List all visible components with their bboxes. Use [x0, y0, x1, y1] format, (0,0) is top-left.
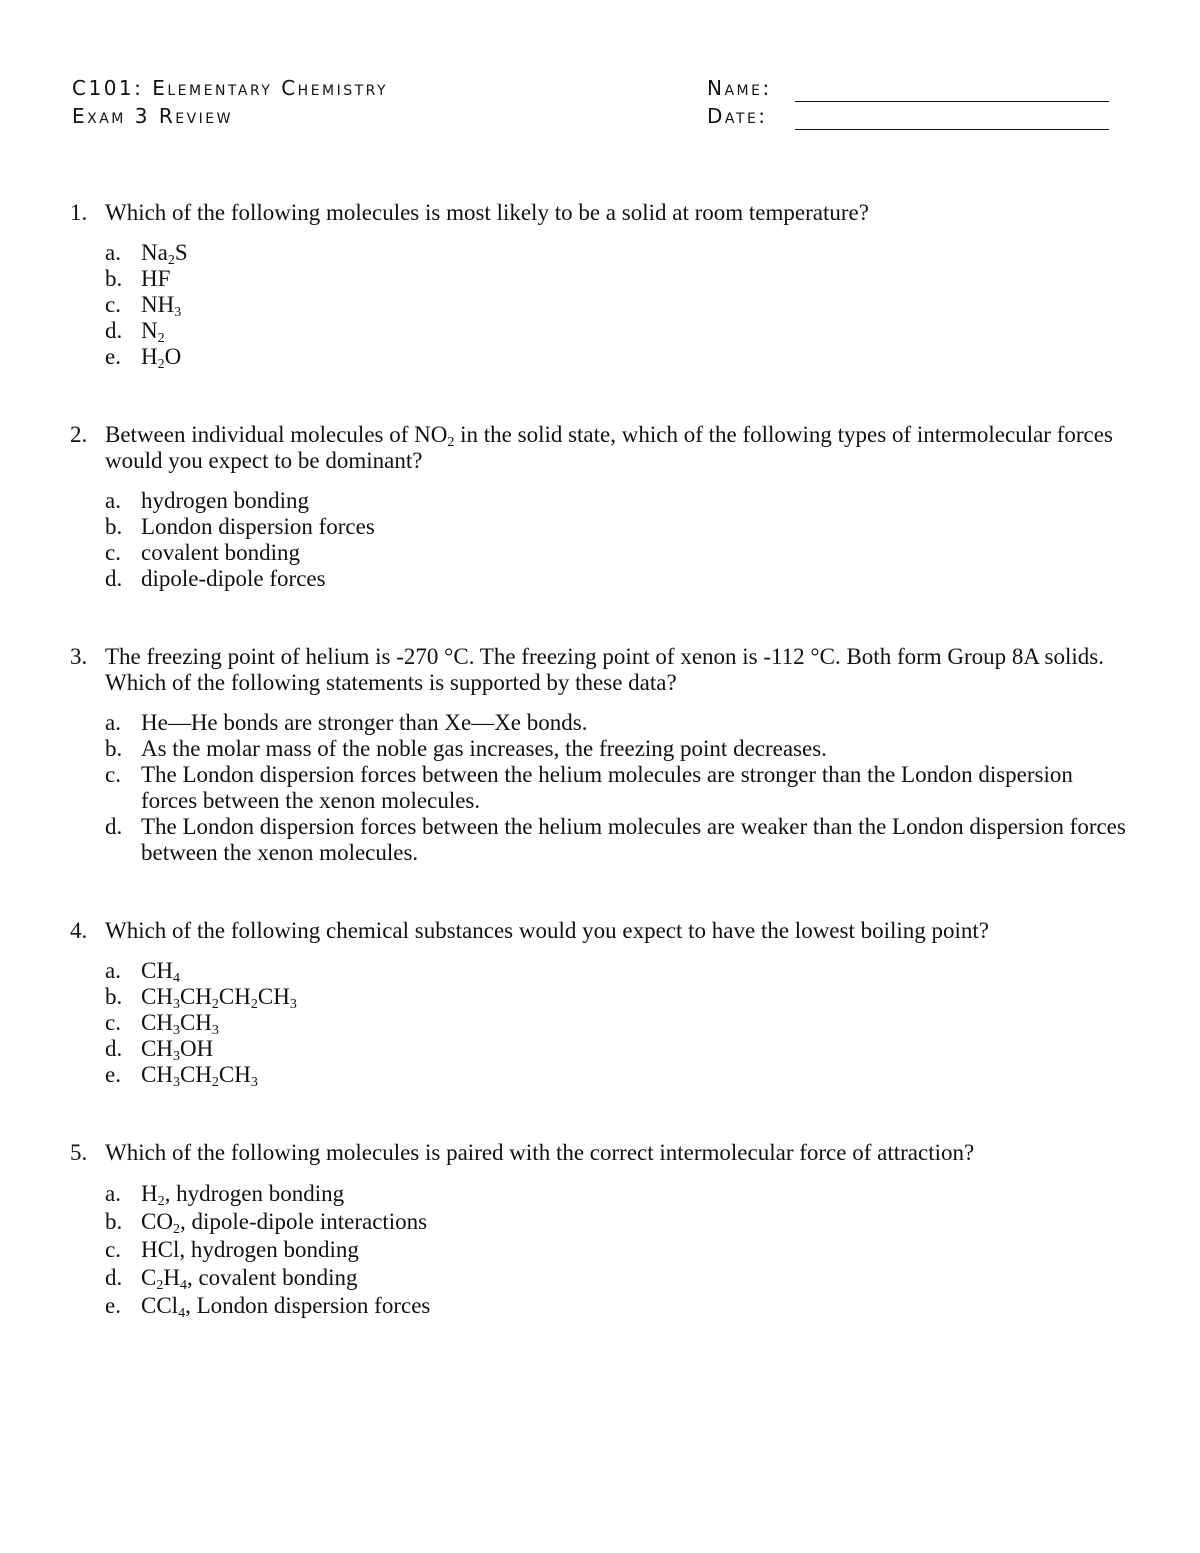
question-4 — [70, 918, 1130, 1088]
choice-a — [105, 1180, 1130, 1208]
choice-text: $Na_2S$ — [141, 240, 188, 268]
date-blank-line[interactable] — [795, 111, 1109, 130]
choice-text: $CH_3OH$ — [141, 1036, 214, 1064]
choice-letter: a. — [105, 240, 121, 265]
document-header — [72, 74, 388, 130]
choice-b — [105, 736, 1130, 762]
choice-a — [105, 488, 1130, 514]
name-label: Name: — [707, 76, 772, 100]
choice-d — [105, 814, 1130, 866]
choice-e — [105, 1062, 1130, 1088]
date-field-row — [707, 102, 1109, 130]
choice-d — [105, 566, 1130, 592]
choice-text: The London dispersion forces between the helium molecules are stronger than the London dispersion forces between the xenon molecules. — [141, 762, 1073, 813]
question-text: The freezing point of helium is -270 °C. The freezing point of xenon is -112 °C. Both form Group 8A solids. Which of the following statements is supported by these data? — [105, 644, 1104, 695]
choice-text: $H_2$, hydrogen bonding — [141, 1181, 345, 1209]
choice-letter: c. — [105, 762, 121, 787]
question-number: 3. — [70, 644, 88, 669]
choice-list — [105, 240, 1130, 370]
choice-c — [105, 1010, 1130, 1036]
choice-text: HCl, hydrogen bonding — [141, 1237, 359, 1262]
choice-letter: a. — [105, 1181, 121, 1206]
question-2 — [70, 422, 1130, 592]
choice-list — [105, 1180, 1130, 1320]
choice-text: As the molar mass of the noble gas increases, the freezing point decreases. — [141, 736, 827, 761]
name-blank-line[interactable] — [795, 83, 1109, 102]
question-stem — [70, 1140, 1130, 1166]
choice-b — [105, 984, 1130, 1010]
choice-text: $H_2O$ — [141, 344, 182, 372]
choice-text: $CH_4$ — [141, 958, 180, 986]
choice-text: $NH_3$ — [141, 292, 182, 320]
choice-text: $CH_3CH_2CH_3$ — [141, 1062, 258, 1090]
choice-letter: c. — [105, 1237, 121, 1262]
choice-c — [105, 292, 1130, 318]
question-3 — [70, 644, 1130, 866]
choice-b — [105, 1208, 1130, 1236]
choice-letter: c. — [105, 292, 121, 317]
question-text: Between individual molecules of $NO_2$ in the solid state, which of the following types of intermolecular forces would you expect to be dominant? — [105, 422, 1113, 473]
question-list — [70, 200, 1130, 1320]
choice-letter: c. — [105, 1010, 121, 1035]
choice-a — [105, 240, 1130, 266]
choice-d — [105, 1036, 1130, 1062]
question-number: 2. — [70, 422, 88, 447]
choice-d — [105, 1264, 1130, 1292]
question-1 — [70, 200, 1130, 370]
choice-letter: e. — [105, 344, 121, 369]
name-field-row — [707, 74, 1109, 102]
choice-text: $CH_3CH_3$ — [141, 1010, 219, 1038]
question-5 — [70, 1140, 1130, 1320]
question-number: 1. — [70, 200, 88, 225]
choice-letter: a. — [105, 488, 121, 513]
question-text: Which of the following molecules is paired with the correct intermolecular force of attraction? — [105, 1140, 975, 1165]
choice-text: London dispersion forces — [141, 514, 375, 539]
choice-text: $CH_3CH_2CH_2CH_3$ — [141, 984, 297, 1012]
choice-letter: b. — [105, 514, 123, 539]
question-stem — [70, 644, 1130, 696]
choice-text: covalent bonding — [141, 540, 301, 565]
choice-letter: a. — [105, 710, 121, 735]
choice-letter: b. — [105, 266, 123, 291]
question-number: 4. — [70, 918, 88, 943]
choice-text: The London dispersion forces between the helium molecules are weaker than the London dispersion forces between the xenon molecules. — [141, 814, 1126, 865]
choice-letter: b. — [105, 1209, 123, 1234]
question-stem — [70, 422, 1130, 474]
course-title: C101: Elementary Chemistry — [72, 76, 389, 100]
choice-letter: e. — [105, 1293, 121, 1318]
choice-text: He—He bonds are stronger than Xe—Xe bonds. — [141, 710, 588, 735]
choice-letter: b. — [105, 984, 123, 1009]
choice-text: CCl$_4$, London dispersion forces — [141, 1293, 431, 1321]
choice-letter: e. — [105, 1062, 121, 1087]
choice-b — [105, 514, 1130, 540]
choice-text: $C_2H_4$, covalent bonding — [141, 1265, 358, 1293]
choice-d — [105, 318, 1130, 344]
choice-letter: d. — [105, 318, 123, 343]
choice-text: dipole-dipole forces — [141, 566, 326, 591]
choice-a — [105, 710, 1130, 736]
choice-letter: d. — [105, 1036, 123, 1061]
date-label: Date: — [707, 104, 768, 128]
choice-list — [105, 710, 1130, 866]
choice-letter: d. — [105, 566, 123, 591]
choice-text: $N_2$ — [141, 318, 165, 346]
choice-text: hydrogen bonding — [141, 488, 310, 513]
choice-c — [105, 762, 1130, 814]
choice-letter: a. — [105, 958, 121, 983]
choice-e — [105, 1292, 1130, 1320]
choice-text: HF — [141, 266, 171, 291]
question-text: Which of the following chemical substances would you expect to have the lowest boiling point? — [105, 918, 990, 943]
choice-b — [105, 266, 1130, 292]
question-stem — [70, 200, 1130, 226]
choice-text: $CO_2$, dipole-dipole interactions — [141, 1209, 428, 1237]
choice-letter: d. — [105, 1265, 123, 1290]
question-text: Which of the following molecules is most likely to be a solid at room temperature? — [105, 200, 869, 225]
question-stem — [70, 918, 1130, 944]
choice-list — [105, 488, 1130, 592]
choice-a — [105, 958, 1130, 984]
choice-c — [105, 1236, 1130, 1264]
choice-letter: d. — [105, 814, 123, 839]
exam-title: Exam 3 Review — [72, 104, 233, 128]
choice-e — [105, 344, 1130, 370]
student-fields — [707, 74, 1109, 130]
choice-c — [105, 540, 1130, 566]
choice-letter: b. — [105, 736, 123, 761]
choice-list — [105, 958, 1130, 1088]
question-number: 5. — [70, 1140, 88, 1165]
choice-letter: c. — [105, 540, 121, 565]
